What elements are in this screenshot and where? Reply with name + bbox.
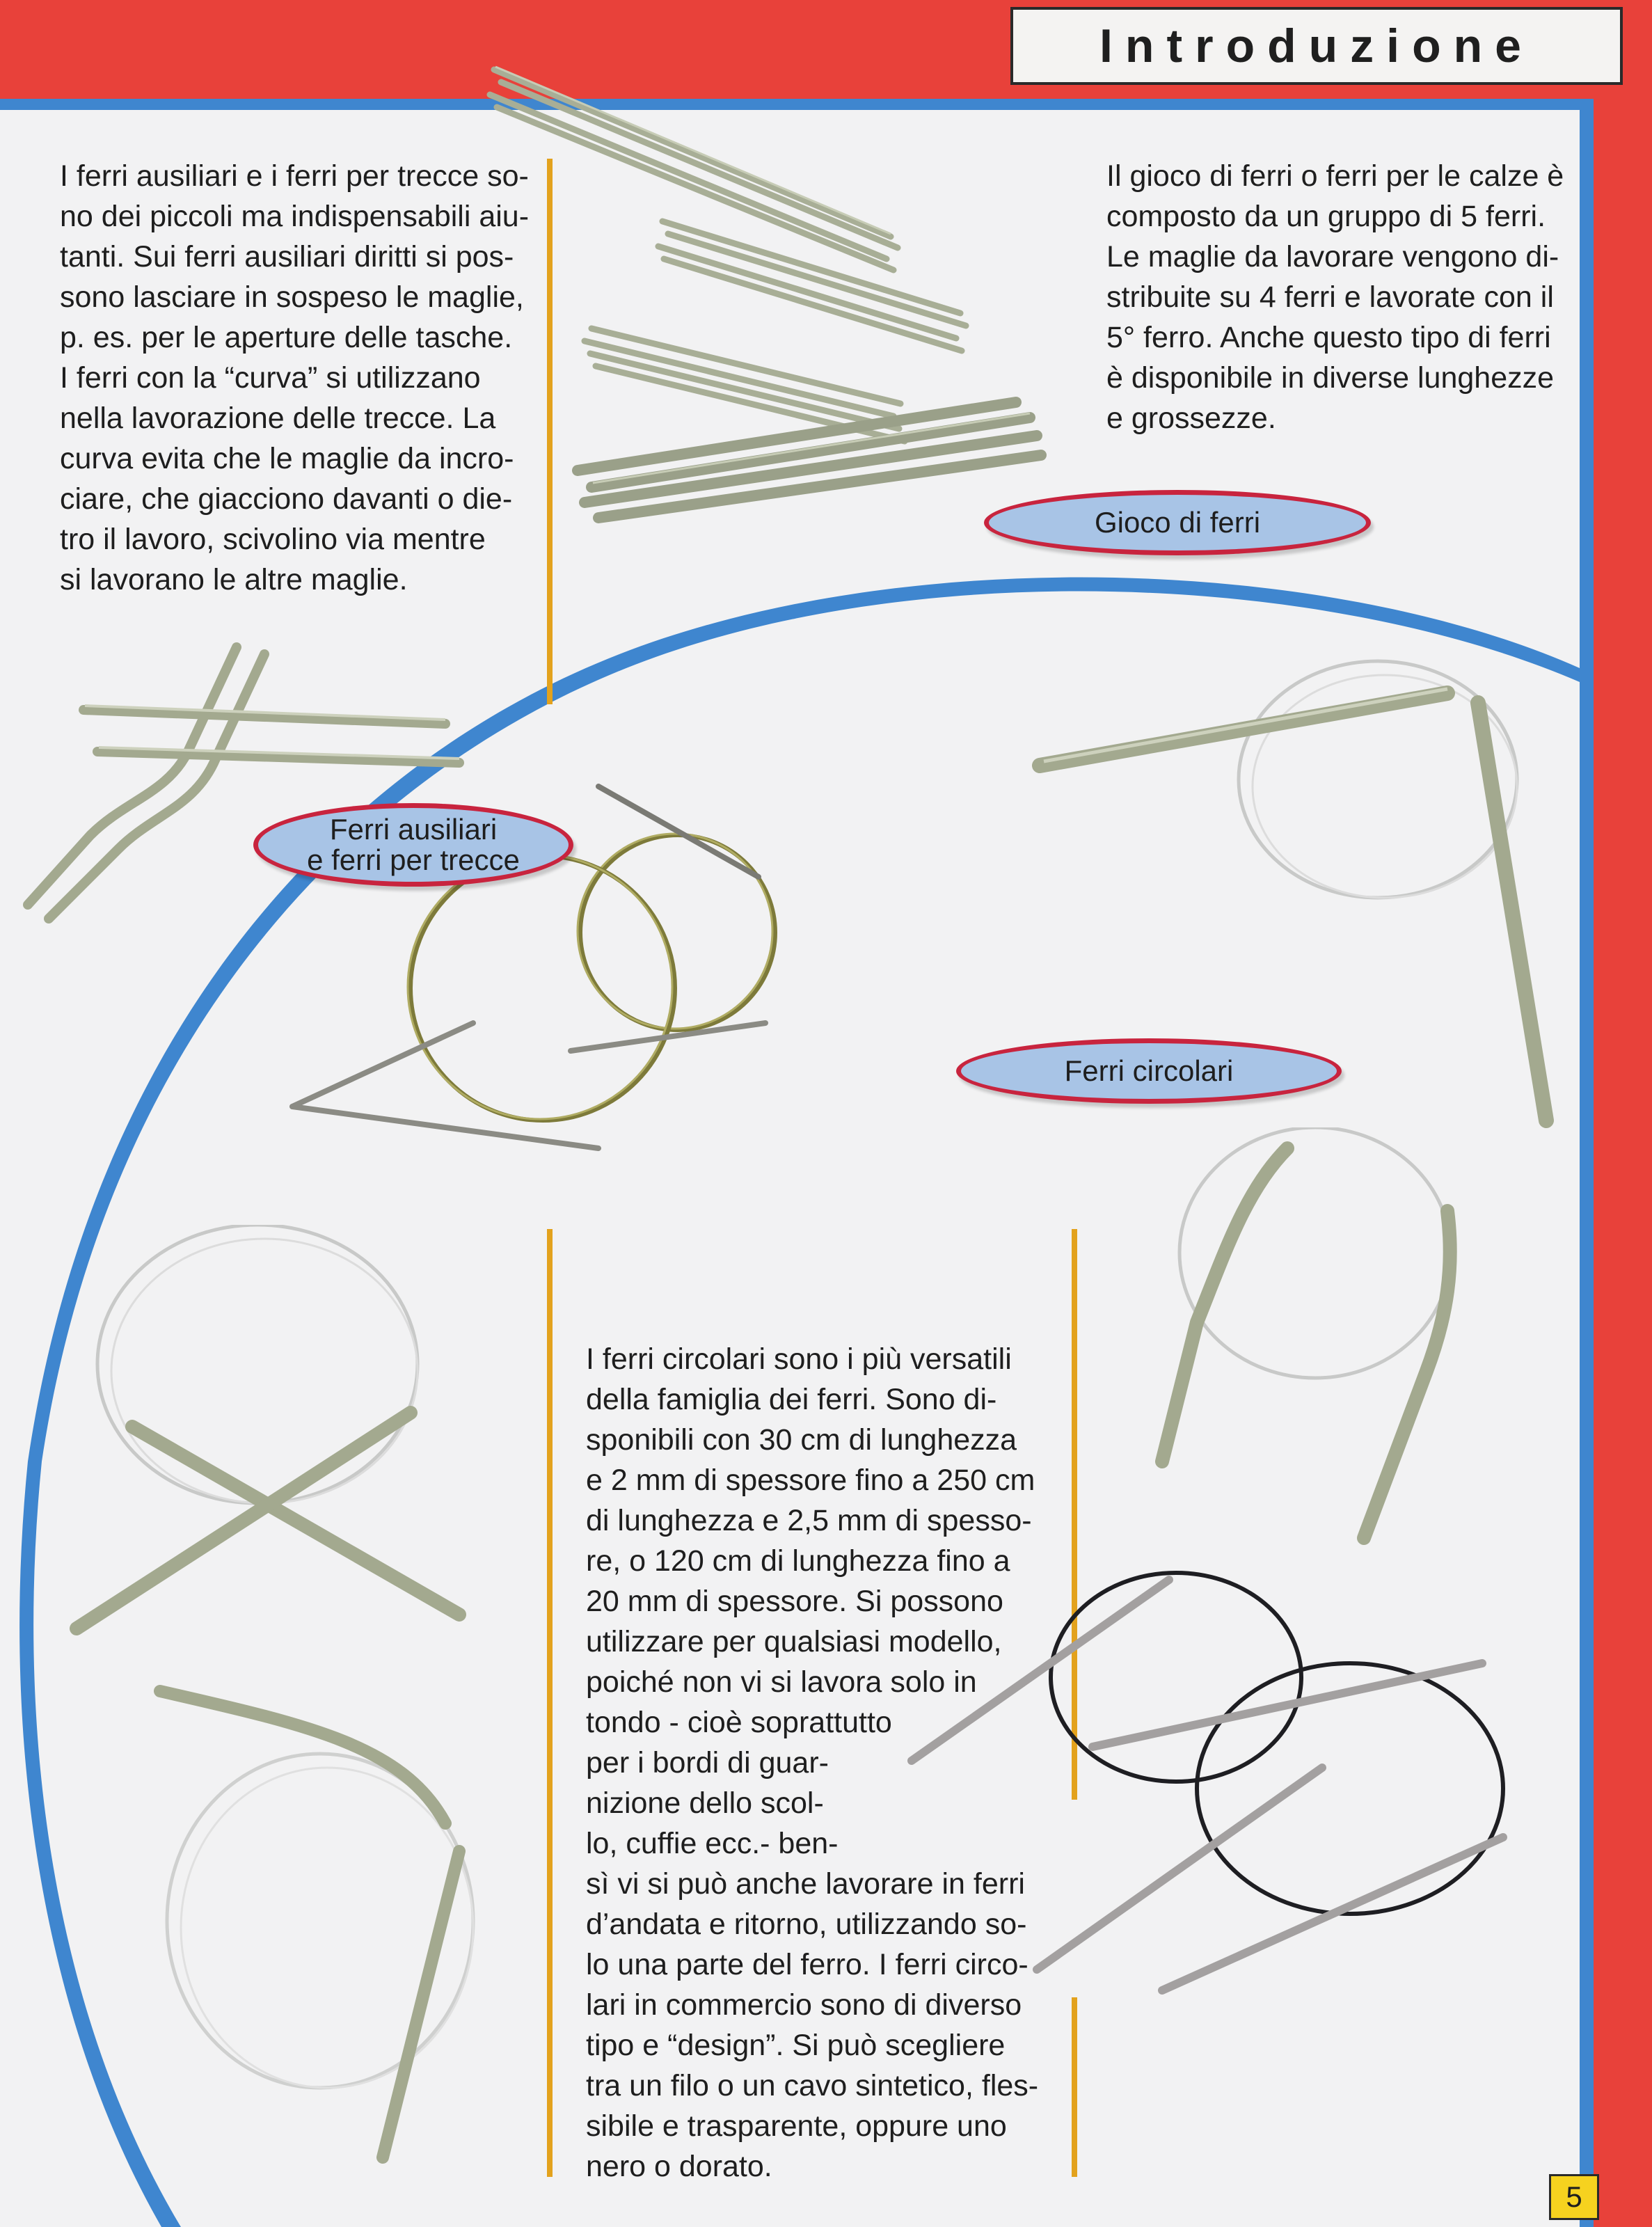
label-ferri-ausiliari xyxy=(253,803,573,887)
text-line: è disponibile in diverse lunghezze xyxy=(1106,361,1555,395)
text-line: ciare, che giacciono davanti o die- xyxy=(60,482,513,516)
text-line: nella lavorazione delle trecce. La xyxy=(60,402,496,435)
text-line: tra un filo o un cavo sintetico, fles- xyxy=(586,2069,1039,2102)
text-line: lo, cuffie ecc.- ben- xyxy=(586,1827,839,1860)
text-line: I ferri con la “curva” si utilizzano xyxy=(60,361,481,395)
page-number-text: 5 xyxy=(1566,2180,1582,2213)
text-line: tanti. Sui ferri ausiliari diritti si pos- xyxy=(60,240,514,274)
text-line: nizione dello scol- xyxy=(586,1786,824,1820)
label-gioco-text: Gioco di ferri xyxy=(1094,506,1261,539)
text-line: p. es. per le aperture delle tasche. xyxy=(60,321,513,354)
circular-needle-right-photo xyxy=(1127,1127,1489,1559)
text-line: sì vi si può anche lavorare in ferri xyxy=(586,1867,1025,1901)
text-line: Le maglie da lavorare vengono di- xyxy=(1106,240,1559,274)
text-line: di lunghezza e 2,5 mm di spesso- xyxy=(586,1504,1032,1537)
text-line: sono lasciare in sospeso le maglie, xyxy=(60,280,524,314)
text-line: tondo - cioè soprattutto xyxy=(586,1706,892,1739)
text-line: Il gioco di ferri o ferri per le calze è xyxy=(1106,159,1564,193)
text-line: e grossezze. xyxy=(1106,402,1276,435)
text-line: poiché non vi si lavora solo in xyxy=(586,1665,977,1699)
text-ferri-ausiliari xyxy=(60,156,529,600)
text-line: composto da un gruppo di 5 ferri. xyxy=(1106,200,1546,233)
page-title: Introduzione xyxy=(1099,19,1534,72)
label-gioco-di-ferri xyxy=(984,490,1371,555)
text-line: nero o dorato. xyxy=(586,2150,772,2183)
text-line: 20 mm di spessore. Si possono xyxy=(586,1585,1003,1618)
text-line: sponibili con 30 cm di lunghezza xyxy=(586,1423,1017,1457)
text-line: lari in commercio sono di diverso xyxy=(586,1988,1022,2022)
text-line: curva evita che le maglie da incro- xyxy=(60,442,514,475)
divider-rule-bottom-left xyxy=(547,1229,553,2177)
text-line: sibile e trasparente, oppure uno xyxy=(586,2109,1007,2143)
text-line: lo una parte del ferro. I ferri circo- xyxy=(586,1948,1028,1981)
black-circular-needle-photo xyxy=(898,1559,1580,2060)
text-gioco-di-ferri xyxy=(1106,156,1564,438)
text-line: I ferri circolari sono i più versatili xyxy=(586,1342,1012,1376)
text-line: no dei piccoli ma indispensabili aiu- xyxy=(60,200,530,233)
text-line: della famiglia dei ferri. Sono di- xyxy=(586,1383,997,1416)
text-line: e 2 mm di spessore fino a 250 cm xyxy=(586,1464,1035,1497)
text-line: tro il lavoro, scivolino via mentre xyxy=(60,523,486,556)
text-line: per i bordi di guar- xyxy=(586,1746,829,1780)
text-line: stribuite su 4 ferri e lavorate con il xyxy=(1106,280,1554,314)
header-title-box xyxy=(1010,7,1623,85)
page-number xyxy=(1549,2174,1599,2220)
text-line: tipo e “design”. Si può scegliere xyxy=(586,2029,1006,2062)
label-ferri-circolari xyxy=(956,1038,1342,1104)
text-line: si lavorano le altre maglie. xyxy=(60,563,408,596)
circular-needle-bottom-left-photo xyxy=(139,1670,529,2178)
text-line: re, o 120 cm di lunghezza fino a xyxy=(586,1544,1010,1578)
label-ausiliari-line2: e ferri per trecce xyxy=(307,843,520,876)
label-ausiliari-line1: Ferri ausiliari xyxy=(329,813,498,846)
circular-needle-cross-photo xyxy=(56,1225,487,1656)
text-line: I ferri ausiliari e i ferri per trecce so- xyxy=(60,159,529,193)
text-line: utilizzare per qualsiasi modello, xyxy=(586,1625,1002,1658)
text-line: d’andata e ritorno, utilizzando so- xyxy=(586,1908,1027,1941)
text-line: 5° ferro. Anche questo tipo di ferri xyxy=(1106,321,1551,354)
label-circolari-text: Ferri circolari xyxy=(1064,1054,1234,1087)
double-pointed-needles-photo xyxy=(480,42,1093,529)
